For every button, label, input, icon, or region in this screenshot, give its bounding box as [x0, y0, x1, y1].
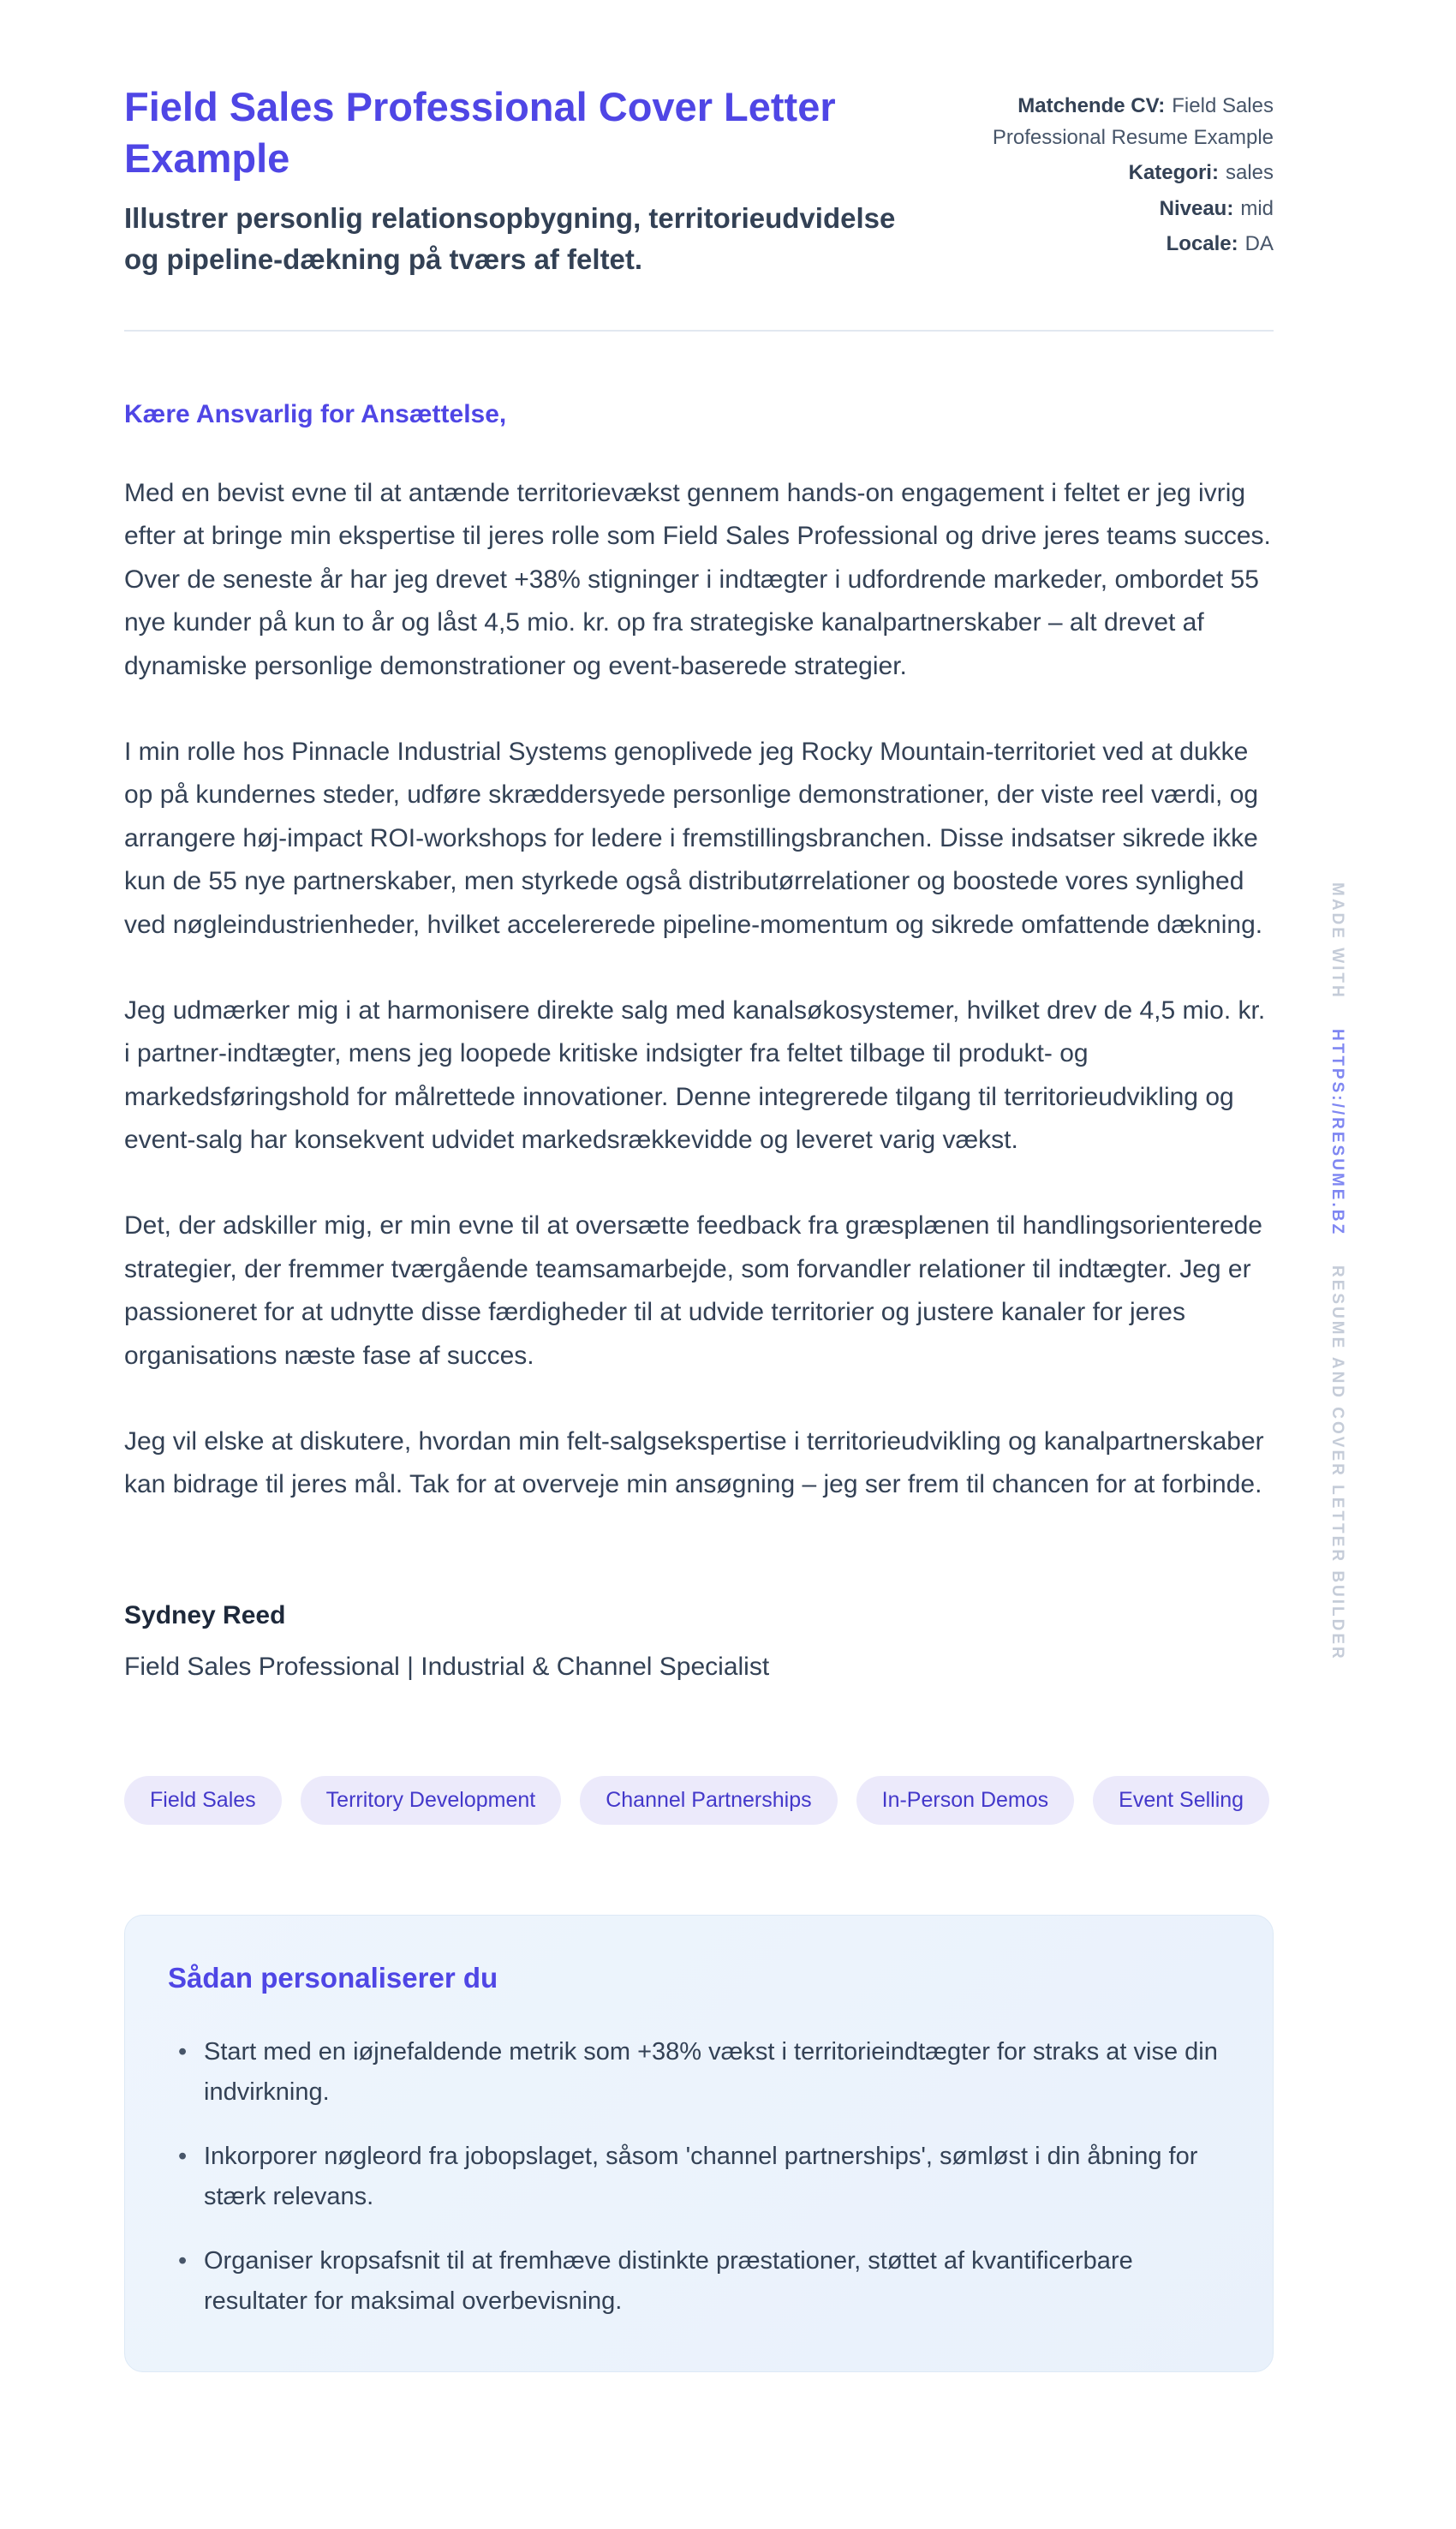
meta-value-category: sales: [1225, 161, 1274, 185]
header: [124, 81, 1274, 280]
tag-list: [124, 1776, 1274, 1825]
meta-panel: [987, 81, 1274, 263]
tip-item-1-text: Start med en iøjnefaldende metrik som +38% vækst i territorieindtægter for straks at vise din indvirkning.: [204, 2037, 1218, 2106]
meta-label-level: Niveau:: [1159, 196, 1234, 220]
signature-name: Sydney Reed: [124, 1600, 286, 1629]
watermark-prefix: MADE WITH: [1328, 882, 1346, 1000]
letter-paragraph-5: Jeg vil elske at diskutere, hvordan min felt-salgsekspertise i territorieudvikling og kanalpartnerskaber kan bidrage til jeres mål. Tak for at overveje min ansøgning – jeg ser frem til chancen for at forbinde.: [124, 1427, 1264, 1499]
watermark-suffix: RESUME AND COVER LETTER BUILDER: [1328, 1265, 1346, 1662]
meta-label-matching-cv: Matchende CV:: [1017, 94, 1166, 117]
letter-paragraph-4: Det, der adskiller mig, er min evne til at oversætte feedback fra græsplænen til handlingsorienterede strategier, der fremmer tværgående teamsamarbejde, som forvandler relationer til indtægter. Jeg er passioneret for at udnytte disse færdigheder til at udvide territorier og justere kanaler for jeres organisations næste fase af succes.: [124, 1211, 1262, 1370]
signature-role: Field Sales Professional | Industrial & Channel Specialist: [124, 1652, 770, 1681]
meta-label-category: Kategori:: [1128, 161, 1219, 185]
meta-row-category: [987, 157, 1274, 188]
watermark: [1328, 882, 1346, 1661]
tag-in-person-demos[interactable]: In-Person Demos: [856, 1776, 1075, 1825]
watermark-link[interactable]: HTTPS://RESUME.BZ: [1328, 1029, 1346, 1237]
tag-territory-development[interactable]: Territory Development: [301, 1776, 562, 1825]
meta-value-level: mid: [1240, 196, 1274, 220]
meta-value-matching-cv: Field Sales Professional Resume Example: [992, 94, 1274, 150]
letter-paragraph-3: Jeg udmærker mig i at harmonisere direkte salg med kanalsøkosystemer, hvilket drev de 4,5 mio. kr. i partner-indtægter, mens jeg loopede kritiske indsigter fra feltet tilbage til produkt- og markedsføringshold for målrettede innovationer. Denne integrerede tilgang til territorieudvikling og event-salg har konsekvent udvidet markedsrækkevidde og leveret varig vækst.: [124, 995, 1266, 1155]
tag-event-selling[interactable]: Event Selling: [1093, 1776, 1269, 1825]
tips-list: [168, 2032, 1230, 2322]
meta-row-matching-cv: [987, 90, 1274, 153]
letter-body: [124, 400, 1274, 1682]
tip-item-3-text: Organiser kropsafsnit til at fremhæve distinkte præstationer, støttet af kvantificerbare resultater for maksimal overbevisning.: [204, 2246, 1133, 2315]
page-subtitle: Illustrer personlig relationsopbygning, territorieudvidelse og pipeline-dækning på tværs af feltet.: [124, 202, 896, 276]
meta-label-locale: Locale:: [1166, 231, 1238, 255]
header-left: [124, 81, 904, 280]
tag-field-sales[interactable]: Field Sales: [124, 1776, 282, 1825]
meta-row-level: [987, 193, 1274, 224]
tips-box: [124, 1915, 1274, 2372]
tip-item-3: [168, 2241, 1230, 2322]
tip-item-2: [168, 2137, 1230, 2217]
content-column: [124, 81, 1274, 2372]
tip-item-2-text: Inkorporer nøgleord fra jobopslaget, såsom 'channel partnerships', sømløst i din åbning for stærk relevans.: [204, 2142, 1198, 2210]
tip-item-1: [168, 2032, 1230, 2113]
meta-value-locale: DA: [1244, 231, 1274, 255]
meta-row-locale: [987, 228, 1274, 260]
tag-channel-partnerships[interactable]: Channel Partnerships: [580, 1776, 837, 1825]
tips-title: Sådan personaliserer du: [168, 1961, 498, 1994]
letter-paragraph-2: I min rolle hos Pinnacle Industrial Systems genoplivede jeg Rocky Mountain-territoriet ved at dukke op på kundernes steder, udføre skræddersyede personlige demonstrationer, der viste reel værdi, og arrangere høj-impact ROI-workshops for ledere i fremstillingsbranchen. Disse indsatser sikrede ikke kun de 55 nye partnerskaber, men styrkede også distributørrelationer og boostede vores synlighed ved nøgleindustrienheder, hvilket accelererede pipeline-momentum og sikrede omfattende dækning.: [124, 737, 1263, 939]
header-divider: [124, 330, 1274, 332]
page-title: Field Sales Professional Cover Letter Example: [124, 84, 836, 182]
letter-paragraph-1: Med en bevist evne til at antænde territorievækst gennem hands-on engagement i feltet er jeg ivrig efter at bringe min ekspertise til jeres rolle som Field Sales Professional og drive jeres teams succes. Over de seneste år har jeg drevet +38% stigninger i indtægter i udfordrende markeder, ombordet 55 nye kunder på kun to år og låst 4,5 mio. kr. op fra strategiske kanalpartnerskaber – alt drevet af dynamiske personlige demonstrationer og event-baserede strategier.: [124, 479, 1271, 680]
letter-greeting: Kære Ansvarlig for Ansættelse,: [124, 400, 507, 428]
